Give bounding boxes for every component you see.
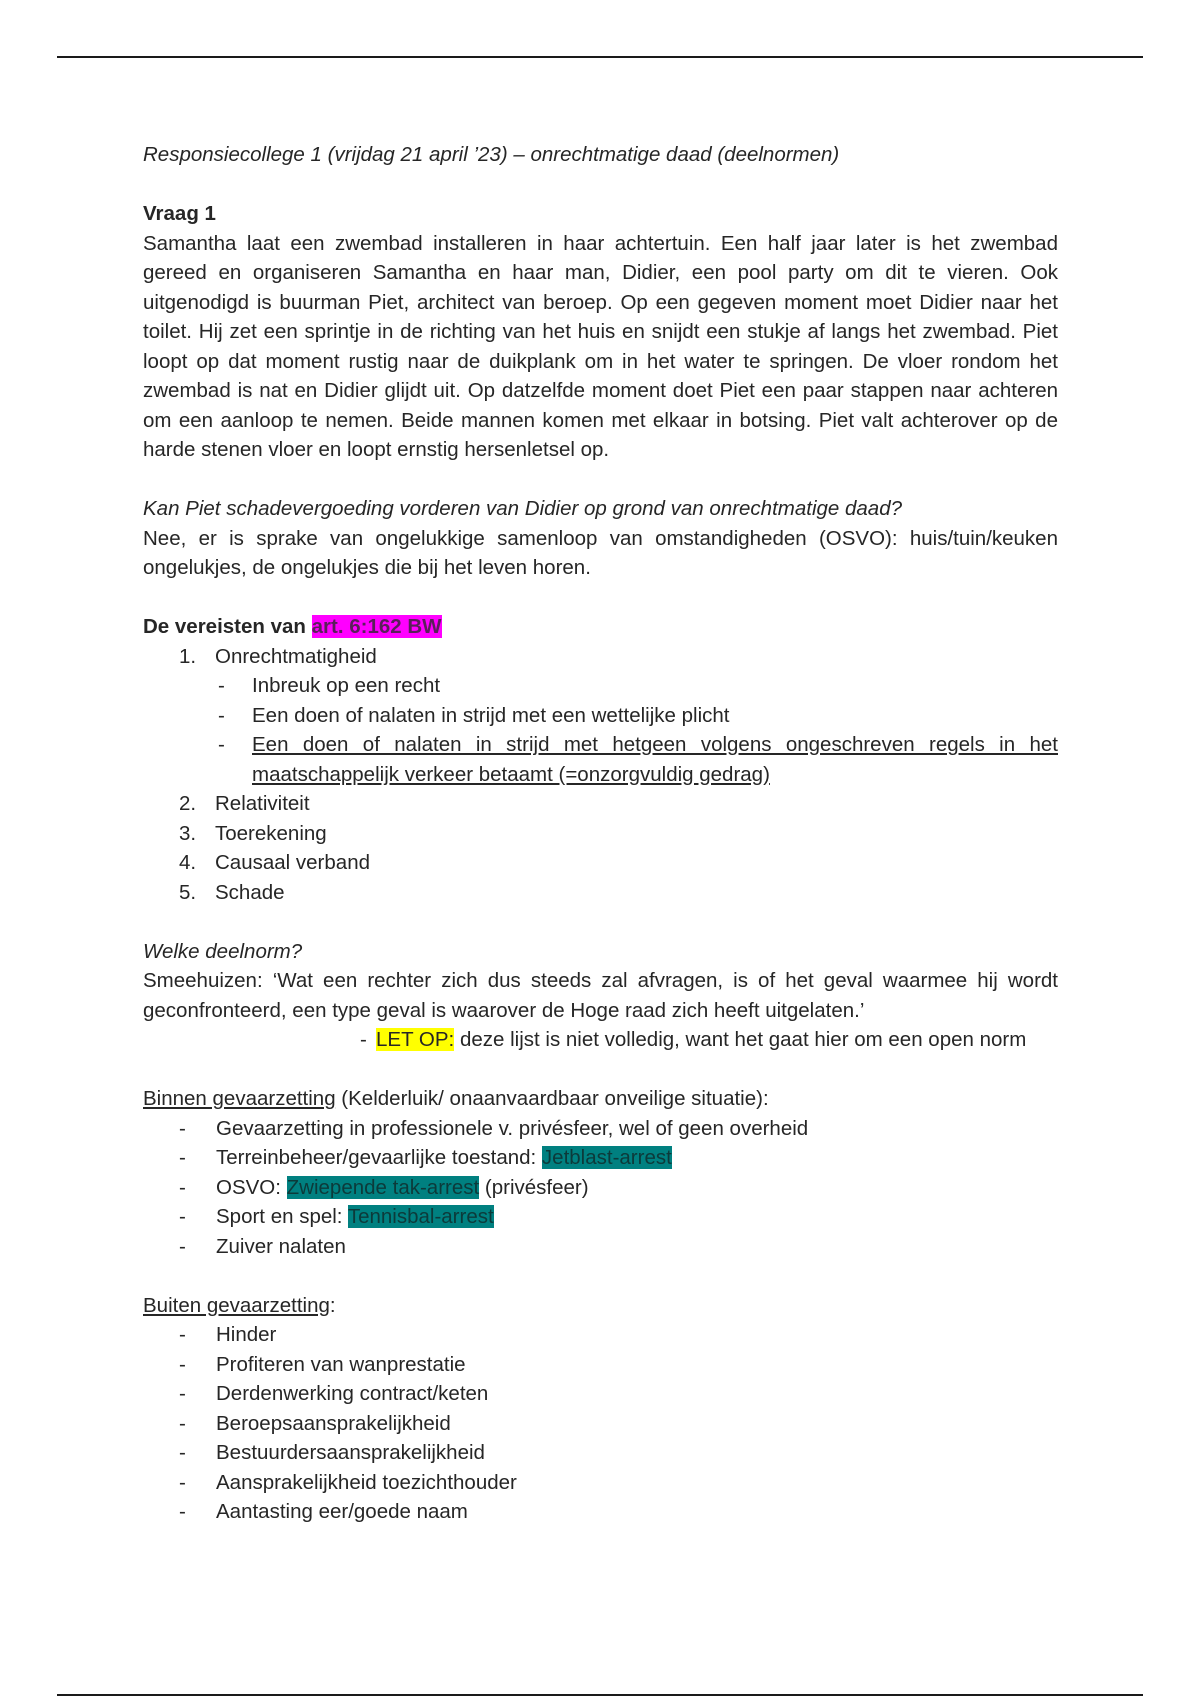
answer-text: Nee, er is sprake van ongelukkige samenloop van omstandigheden (OSVO): huis/tuin/keuken ongelukjes, de ongelukjes die bij het leven horen. [143,526,1058,579]
document-page [143,140,1058,1527]
buiten-item: - Profiteren van wanprestatie [179,1352,466,1376]
requirements-list [143,642,1058,908]
tennisbal-highlight: Tennisbal-arrest [347,1205,494,1228]
buiten-item: - Derdenwerking contract/keten [179,1382,489,1405]
requirement-item: 4. Causaal verband [179,851,370,874]
unlawfulness-sublist [143,671,1058,789]
binnen-item: - Terreinbeheer/gevaarlijke toestand: Jetblast-arrest [179,1146,672,1169]
article-highlight: art. 6:162 BW [311,615,442,638]
requirement-item: 2. Relativiteit [179,792,310,815]
buiten-item: - Beroepsaansprakelijkheid [179,1411,451,1435]
smeehuizen-quote: Smeehuizen: ‘Wat een rechter zich dus steeds zal afvragen, is of het geval waarmee hij wordt geconfronteerd, een type geval is waarover de Hoge raad zich heeft uitgelaten.’ [143,969,1058,1022]
requirement-number: 1. [179,644,197,668]
binnen-item: - Zuiver nalaten [179,1234,346,1258]
document-title: Responsiecollege 1 (vrijdag 21 april ’23) – onrechtmatige daad (deelnormen) [143,143,840,166]
jetblast-highlight: Jetblast-arrest [541,1146,672,1169]
requirement-item: 3. Toerekening [179,821,327,845]
binnen-item: - OSVO: Zwiepende tak-arrest (privésfeer) [179,1175,589,1199]
binnen-item: - Sport en spel: Tennisbal-arrest [179,1205,494,1228]
buiten-item: - Bestuurdersaansprakelijkheid [179,1441,485,1464]
binnen-item: - Gevaarzetting in professionele v. privésfeer, wel of geen overheid [179,1116,809,1140]
top-rule [57,56,1143,58]
buiten-item: - Aantasting eer/goede naam [179,1500,468,1523]
bottom-rule [57,1694,1143,1696]
binnen-heading: Binnen gevaarzetting (Kelderluik/ onaanvaardbaar onveilige situatie): [143,1087,769,1110]
sub-item: - Inbreuk op een recht [218,674,441,697]
question-heading: Vraag 1 [143,202,216,225]
buiten-item: - Hinder [179,1323,277,1346]
let-op-highlight: LET OP: [376,1028,455,1051]
question-body: Samantha laat een zwembad installeren in haar achtertuin. Een half jaar later is het zwembad gereed en organiseren Samantha en haar man, Didier, een pool party om dit te vieren. Ook uitgenodigd is buurman Piet, architect van beroep. Op een gegeven moment moet Didier naar het toilet. Hij zet een sprintje in de richting van het huis en snijdt een stukje af langs het zwembad. Piet loopt op dat moment rustig naar de duikplank om in het water te springen. De vloer rondom het zwembad is nat en Didier glijdt uit. Op datzelfde moment doet Piet een paar stappen naar achteren om een aanloop te nemen. Beide mannen komen met elkaar in botsing. Piet valt achterover op de harde stenen vloer en loopt ernstig hersenletsel op. [143,231,1058,461]
requirement-label: Onrechtmatigheid [215,644,377,668]
sub-item: - Een doen of nalaten in strijd met een wettelijke plicht [218,703,730,727]
requirement-item [179,642,1058,790]
zwiepende-tak-highlight: Zwiepende tak-arrest [286,1175,480,1199]
deelnorm-question: Welke deelnorm? [143,939,303,963]
buiten-item: - Aansprakelijkheid toezichthouder [179,1470,517,1494]
buiten-heading: Buiten gevaarzetting: [143,1293,336,1317]
sub-question: Kan Piet schadevergoeding vorderen van Didier op grond van onrechtmatige daad? [143,497,903,520]
sub-item: - Een doen of nalaten in strijd met hetgeen volgens ongeschreven regels in het maatschappelijk verkeer betaamt (=onzorgvuldig gedrag) [218,733,1058,786]
requirements-heading-prefix: De vereisten van [143,615,312,638]
buiten-list [143,1320,1058,1527]
requirements-heading [143,612,1058,642]
binnen-list [143,1114,1058,1262]
requirement-item: 5. Schade [179,880,285,904]
let-op-note: - LET OP: deze lijst is niet volledig, want het gaat hier om een open norm [360,1028,1027,1051]
